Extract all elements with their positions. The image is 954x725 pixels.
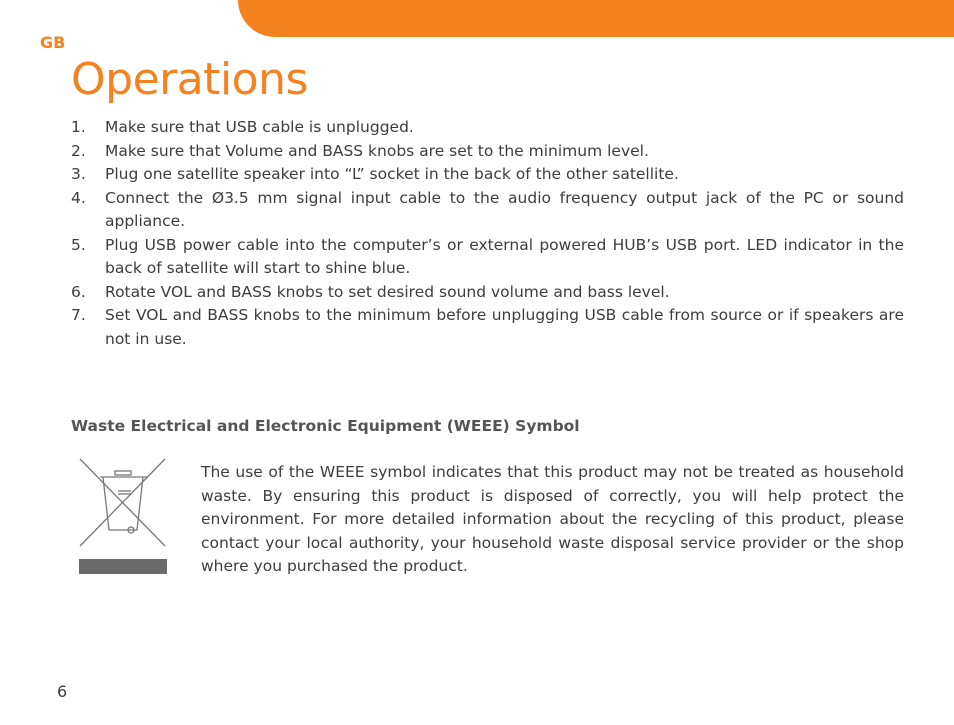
list-item [71,116,904,140]
step-text: Make sure that Volume and BASS knobs are set to the minimum level. [105,141,649,160]
header-accent-band [238,0,954,37]
operations-steps-list [71,116,904,351]
step-number: 6. [71,282,86,301]
weee-heading: Waste Electrical and Electronic Equipment (WEEE) Symbol [71,417,580,435]
step-text: Plug USB power cable into the computer’s or external powered HUB’s USB port. LED indicator in the back of satellite will start to shine blue. [105,235,904,277]
list-item [71,163,904,187]
step-text: Make sure that USB cable is unplugged. [105,118,414,136]
list-item [71,281,904,305]
list-item [71,187,904,234]
step-number: 7. [71,306,86,324]
list-item [71,140,904,164]
language-label: GB [40,33,66,52]
step-number: 3. [71,165,86,183]
weee-description: The use of the WEEE symbol indicates that this product may not be treated as household waste. By ensuring this product is disposed of correctly, you will help protect the environment. For more detailed information about the recycling of this product, please contact your local authority, your household waste disposal service provider or the shop where you purchased the product. [201,463,904,575]
page-number: 6 [57,682,68,701]
step-text: Plug one satellite speaker into “L” socket in the back of the other satellite. [105,165,679,183]
step-number: 1. [71,118,86,136]
list-item [71,234,904,281]
step-text: Connect the Ø3.5 mm signal input cable to the audio frequency output jack of the PC or sound appliance. [105,188,904,230]
step-number: 2. [71,141,86,160]
step-number: 4. [71,188,86,207]
list-item [71,304,904,351]
step-text: Rotate VOL and BASS knobs to set desired sound volume and bass level. [105,282,670,301]
step-number: 5. [71,235,86,254]
step-text: Set VOL and BASS knobs to the minimum before unplugging USB cable from source or if speakers are not in use. [105,306,904,348]
crossed-out-wheelie-bin-icon [79,458,167,574]
page-title: Operations [71,54,308,105]
